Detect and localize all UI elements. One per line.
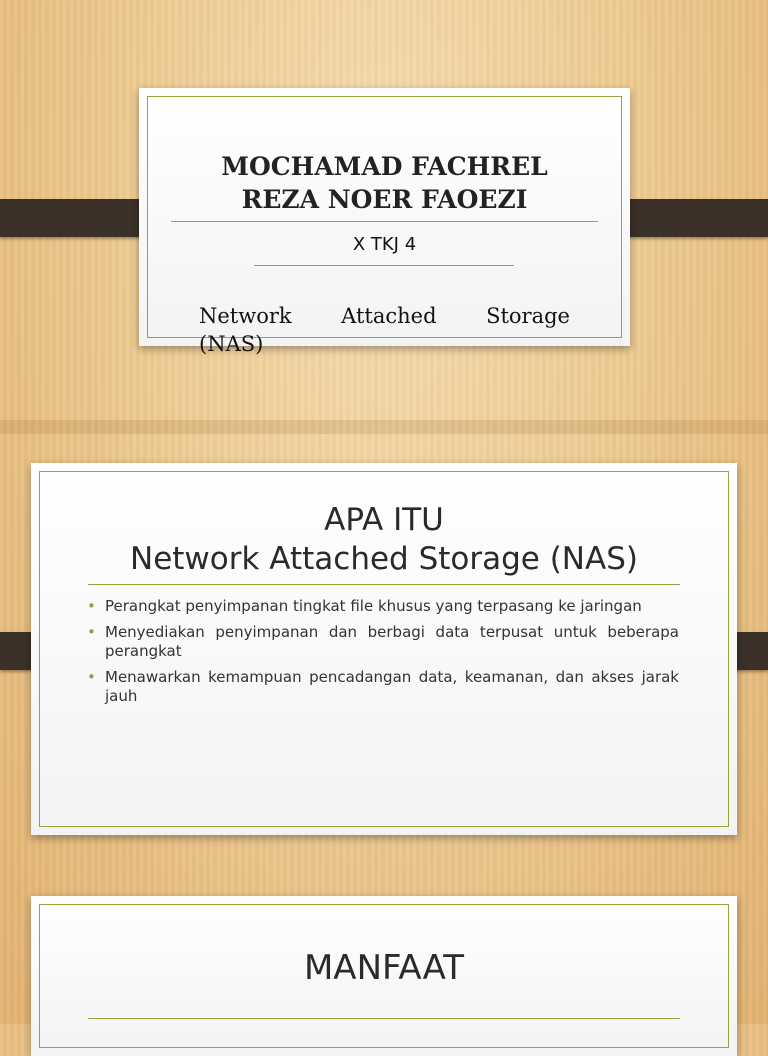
definition-bullet-list xyxy=(87,597,679,713)
definition-title-line1: APA ITU xyxy=(324,502,444,538)
bullet-icon: • xyxy=(87,623,96,641)
subtitle-divider xyxy=(254,265,514,266)
bullet-icon: • xyxy=(87,668,96,686)
topic-line1 xyxy=(199,302,570,330)
list-item xyxy=(87,597,679,616)
bullet-text: Menawarkan kemampuan pencadangan data, keamanan, dan akses jarak jauh xyxy=(105,668,679,705)
slide-definition xyxy=(31,463,737,835)
topic-word-attached: Attached xyxy=(341,304,437,328)
author-name xyxy=(139,150,630,216)
title-divider xyxy=(171,221,598,222)
topic-word-storage: Storage xyxy=(486,304,570,328)
bullet-icon: • xyxy=(87,597,96,615)
author-name-line1: MOCHAMAD FACHREL xyxy=(221,152,548,181)
list-item xyxy=(87,623,679,661)
list-item xyxy=(87,668,679,706)
bullet-text: Perangkat penyimpanan tingkat file khusus yang terpasang ke jaringan xyxy=(105,597,642,615)
definition-title-line2: Network Attached Storage (NAS) xyxy=(130,541,638,577)
topic-word-network: Network xyxy=(199,304,292,328)
benefits-title: MANFAAT xyxy=(303,948,465,988)
definition-divider xyxy=(88,584,680,585)
definition-title xyxy=(31,501,737,579)
author-name-line2: REZA NOER FAOEZI xyxy=(241,185,528,214)
strap-right-1 xyxy=(613,199,768,237)
topic-line2: (NAS) xyxy=(199,332,264,356)
strap-left-1 xyxy=(0,199,155,237)
bullet-text: Menyediakan penyimpanan dan berbagi data terpusat untuk beberapa perangkat xyxy=(105,623,679,660)
slide-title-card xyxy=(139,88,630,356)
class-label: X TKJ 4 xyxy=(352,234,417,255)
slide-benefits xyxy=(31,896,737,1056)
benefits-divider xyxy=(88,1018,680,1019)
